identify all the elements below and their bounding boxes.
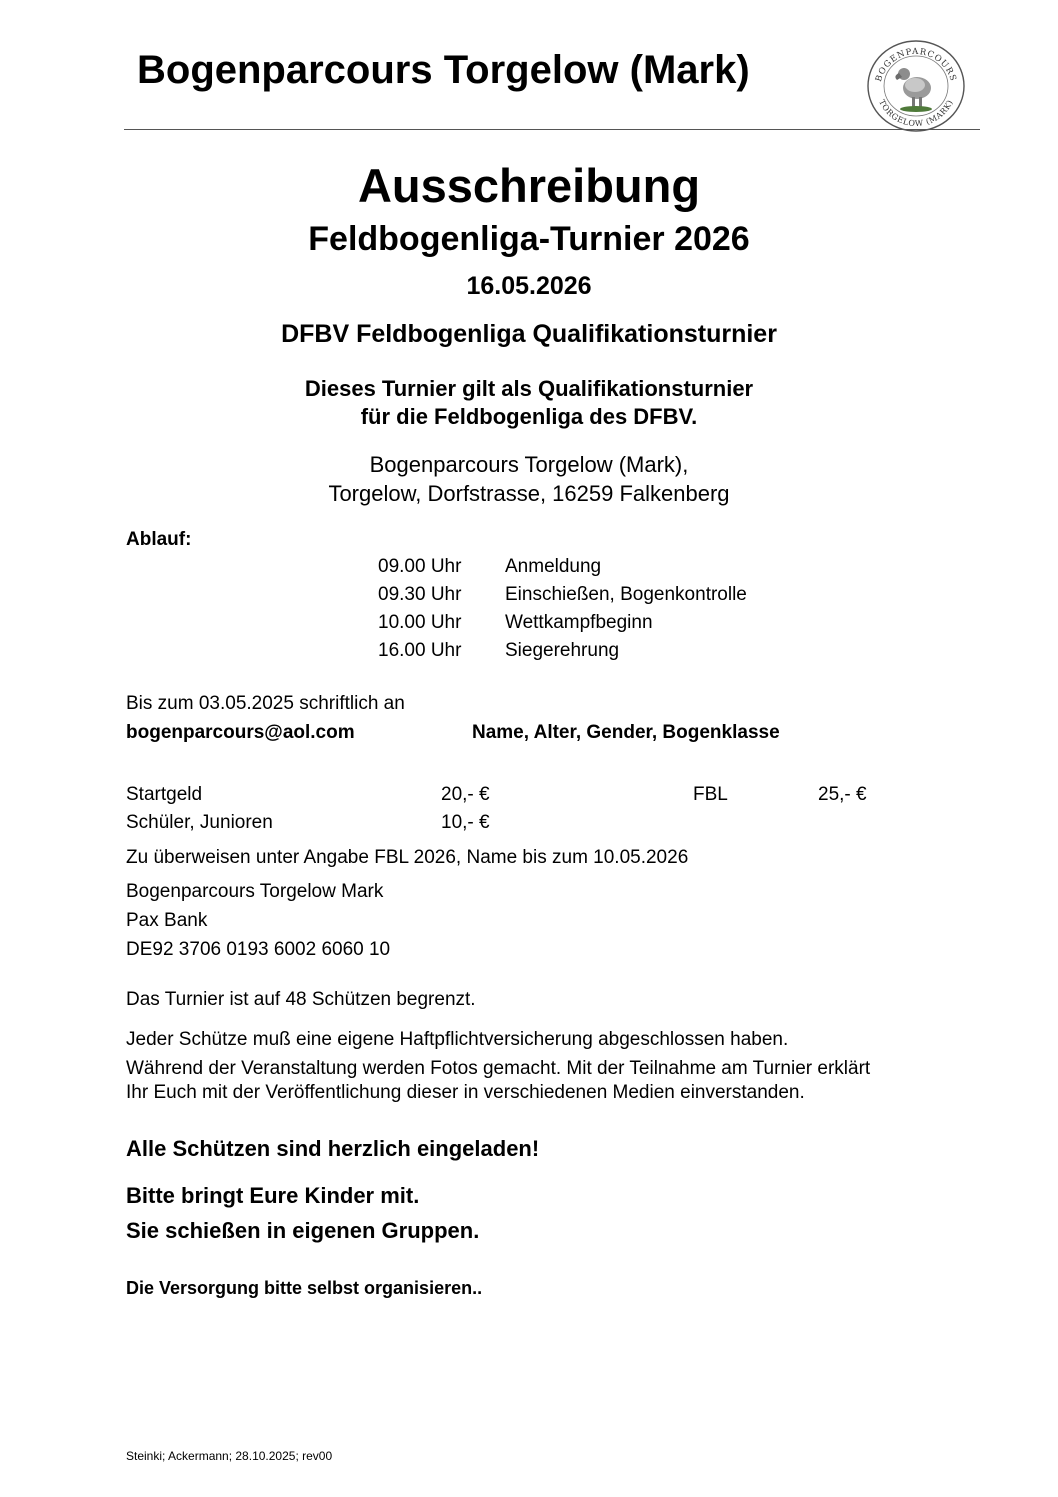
- schedule-time: 09.00 Uhr: [378, 556, 462, 577]
- logo-text-bottom: TORGELOW (MARK): [877, 98, 955, 129]
- transfer-note: Zu überweisen unter Angabe FBL 2026, Name bis zum 10.05.2026: [126, 847, 689, 868]
- qualification-note-line2: für die Feldbogenliga des DFBV.: [360, 404, 698, 429]
- invitation-text: Alle Schützen sind herzlich eingeladen!: [126, 1136, 540, 1161]
- tournament-title: Feldbogenliga-Turnier 2026: [308, 220, 750, 258]
- bank-name: Pax Bank: [126, 910, 208, 931]
- schedule-activity: Siegerehrung: [505, 640, 620, 661]
- startgeld-value: 20,- €: [441, 784, 490, 805]
- participant-limit-note: Das Turnier ist auf 48 Schützen begrenzt.: [126, 989, 476, 1010]
- insurance-note: Jeder Schütze muß eine eigene Haftpflichtversicherung abgeschlossen haben.: [126, 1029, 789, 1050]
- event-date: 16.05.2026: [466, 272, 592, 300]
- document-footer: Steinki; Ackermann; 28.10.2025; rev00: [126, 1449, 333, 1463]
- photo-consent-line1: Während der Veranstaltung werden Fotos gemacht. Mit der Teilnahme am Turnier erklärt: [126, 1058, 871, 1079]
- logo-text-top: BOGENPARCOURS: [874, 46, 958, 84]
- schedule-activity: Wettkampfbeginn: [505, 612, 653, 633]
- registration-deadline: Bis zum 03.05.2025 schriftlich an: [126, 693, 405, 714]
- qualification-heading: DFBV Feldbogenliga Qualifikationsturnier: [281, 320, 777, 348]
- photo-consent-line2: Ihr Euch mit der Veröffentlichung dieser in verschiedenen Medien einverstanden.: [126, 1082, 805, 1103]
- document-header: [0, 0, 1058, 135]
- venue-address: Torgelow, Dorfstrasse, 16259 Falkenberg: [328, 481, 730, 506]
- schedule-time: 09.30 Uhr: [378, 584, 462, 605]
- schedule-activity: Anmeldung: [505, 556, 602, 577]
- kids-invite-line1: Bitte bringt Eure Kinder mit.: [126, 1183, 420, 1208]
- fbl-value: 25,- €: [818, 784, 867, 805]
- qualification-note-line1: Dieses Turnier gilt als Qualifikationsturnier: [304, 376, 754, 401]
- fbl-label: FBL: [693, 784, 728, 805]
- registration-required-info: Name, Alter, Gender, Bogenklasse: [472, 722, 780, 743]
- kids-invite-line2: Sie schießen in eigenen Gruppen.: [126, 1218, 480, 1243]
- schedule-label: Ablauf:: [126, 529, 192, 550]
- bank-iban: DE92 3706 0193 6002 6060 10: [126, 939, 391, 960]
- registration-email-link[interactable]: bogenparcours@aol.com: [126, 722, 355, 743]
- catering-note: Die Versorgung bitte selbst organisieren..: [126, 1278, 483, 1298]
- youth-fee-value: 10,- €: [441, 812, 490, 833]
- header-divider: [124, 129, 980, 130]
- youth-fee-label: Schüler, Junioren: [126, 812, 273, 833]
- startgeld-label: Startgeld: [126, 784, 203, 805]
- schedule-activity: Einschießen, Bogenkontrolle: [505, 584, 747, 605]
- bank-account-holder: Bogenparcours Torgelow Mark: [126, 881, 384, 902]
- header-title: Bogenparcours Torgelow (Mark): [137, 48, 750, 92]
- main-title: Ausschreibung: [357, 159, 701, 212]
- schedule-time: 10.00 Uhr: [378, 612, 462, 633]
- club-logo: [866, 40, 966, 132]
- venue-name: Bogenparcours Torgelow (Mark),: [369, 452, 689, 477]
- schedule-time: 16.00 Uhr: [378, 640, 462, 661]
